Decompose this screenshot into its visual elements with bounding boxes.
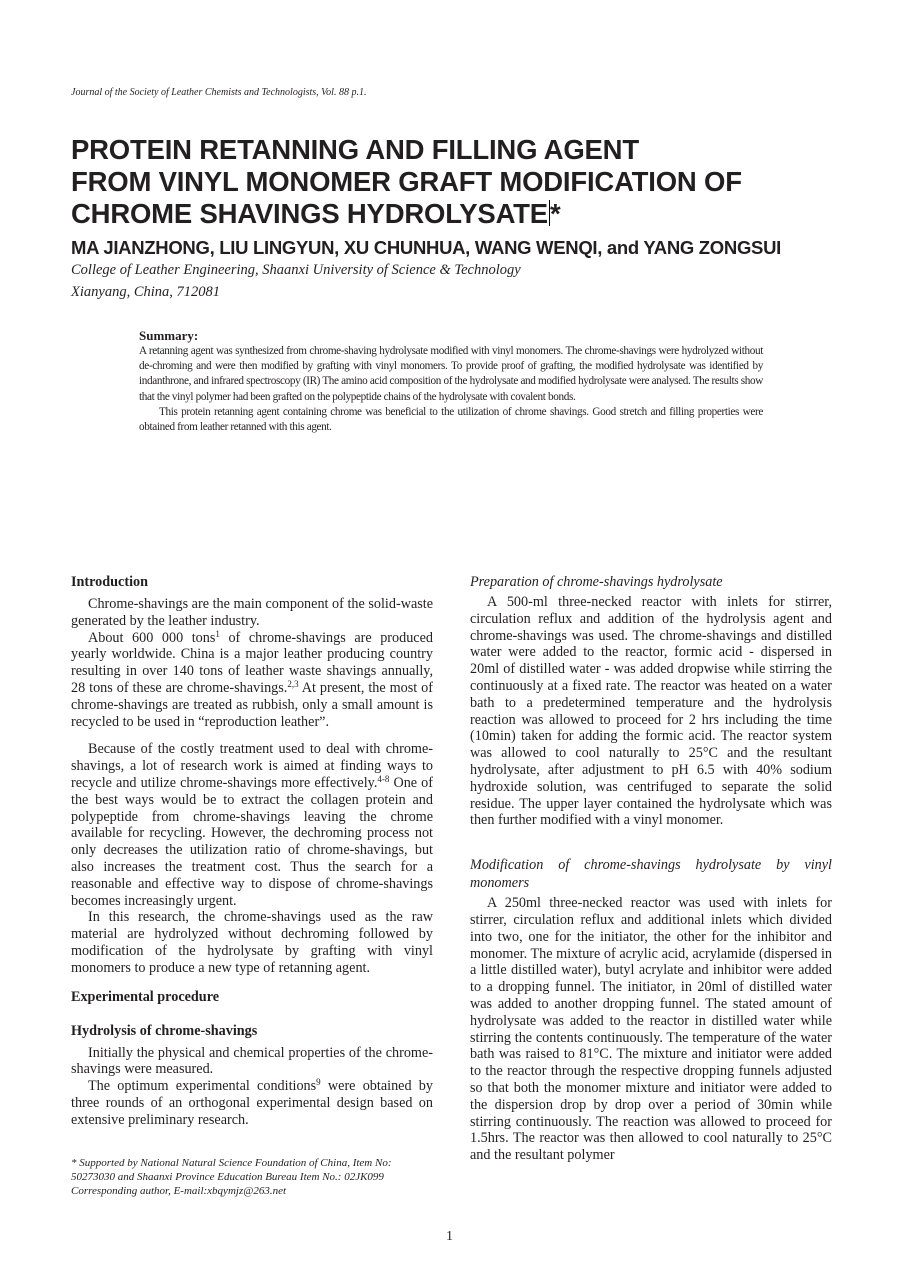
affiliation-line-1: College of Leather Engineering, Shaanxi University of Science & Technology xyxy=(71,262,521,278)
title-asterisk: * xyxy=(549,198,561,229)
intro-paragraph-2 xyxy=(71,630,433,731)
right-column xyxy=(470,573,832,1164)
preparation-heading: Preparation of chrome-shavings hydrolysate xyxy=(470,574,723,590)
footnote-line-1: * Supported by National Natural Science Foundation of China, Item No: xyxy=(71,1157,392,1169)
paper-title xyxy=(71,134,831,230)
summary-heading: Summary: xyxy=(139,328,199,343)
affiliation-line-2: Xianyang, China, 712081 xyxy=(71,284,221,300)
hydrolysis-heading: Hydrolysis of chrome-shavings xyxy=(71,1022,258,1039)
intro-p2-text-b: of chrome-shavings are produced yearly worldwide. China is a major leather producing country resulting in over 140 tons of leather waste shavings annually, 28 tons of these are chrome-shavings. xyxy=(71,629,433,696)
introduction-heading: Introduction xyxy=(71,574,148,590)
citation-ref: 2,3 xyxy=(287,678,299,689)
title-line-3-text: CHROME SHAVINGS HYDROLYSATE xyxy=(71,198,548,229)
title-line-1: PROTEIN RETANNING AND FILLING AGENT xyxy=(71,134,639,165)
footnote xyxy=(71,1156,441,1198)
journal-header: Journal of the Society of Leather Chemists and Technologists, Vol. 88 p.1. xyxy=(71,87,367,98)
footnote-line-2: 50273030 and Shaanxi Province Education Bureau Item No.: 02JK099 xyxy=(71,1171,384,1183)
preparation-paragraph: A 500-ml three-necked reactor with inlets for stirrer, circulation reflux and addition of the hydrolysis agent and chrome-shavings was used. The chrome-shavings and distilled water were added to the reactor, formic acid - dispersed in 20ml of distilled water - was added dropwise while stirring the continuously at a fixed rate. The reactor was heated on a water bath to a predetermined temperature and the hydrolysis reaction was allowed to proceed for 2 hrs including the time (10min) taken for adding the formic acid. The reactor system was allowed to cool naturally to 25°C and the resultant hydrolysate, after adjustment to pH 6.5 with 40% sodium hydroxide solution, was centrifuged to separate the solid residue. The upper layer contained the hydrolysate which was then further modified with a vinyl monomer. xyxy=(470,594,832,829)
author-list: MA JIANZHONG, LIU LINGYUN, XU CHUNHUA, WANG WENQI, and YANG ZONGSUI xyxy=(71,237,781,258)
experimental-heading: Experimental procedure xyxy=(71,988,220,1005)
left-column xyxy=(71,573,433,1129)
footnote-line-3: Corresponding author, E-mail:xbqymjz@263.net xyxy=(71,1185,287,1197)
title-line-3 xyxy=(71,198,831,230)
citation-ref: 1 xyxy=(215,628,220,639)
citation-ref: 9 xyxy=(316,1077,321,1088)
summary-paragraph-1: A retanning agent was synthesized from chrome-shaving hydrolysate modified with vinyl monomers. The chrome-shavings were hydrolyzed without de-chroming and were then modified by grafting with vinyl monomers. To provide proof of grafting, the modified hydrolysate was identified by indanthrone, and infrared spectroscopy (IR) The amino acid composition of the hydrolysate and modified hydrolysate were analysed. The results show that the vinyl polymer had been grafted on the polypeptide chains of the hydrolysate with covalent bonds. xyxy=(139,345,763,403)
intro-p2-text-a: About 600 000 tons xyxy=(88,629,216,646)
summary-block xyxy=(139,328,763,435)
hydrolysis-paragraph-2 xyxy=(71,1078,433,1128)
intro-paragraph-3 xyxy=(71,741,433,909)
hydro-p2-text-b: were obtained by three rounds of an orthogonal experimental design based on extensive preliminary research. xyxy=(71,1078,433,1128)
hydrolysis-paragraph-1: Initially the physical and chemical properties of the chrome-shavings were measured. xyxy=(71,1044,433,1078)
intro-p3-text-a: Because of the costly treatment used to deal with chrome-shavings, a lot of research work is aimed at finding ways to recycle and utilize chrome-shavings more effectively. xyxy=(71,741,433,791)
intro-p2-text-c: At present, the most of chrome-shavings are treated as rubbish, only a small amount is recycled to be used in “reproduction leather”. xyxy=(71,679,433,730)
citation-ref: 4-8 xyxy=(377,773,390,784)
title-line-2: FROM VINYL MONOMER GRAFT MODIFICATION OF xyxy=(71,166,742,197)
intro-p3-text-b: One of the best ways would be to extract the collagen protein and polypeptide from chrome-shavings leaving the chrome available for recycling. However, the dechroming process not only decreases the utilization ratio of chrome-shavings, but also increases the treatment cost. Thus the search for a reasonable and effective way to dispose of chrome-shavings becomes increasingly urgent. xyxy=(71,774,433,909)
modification-paragraph: A 250ml three-necked reactor was used with inlets for stirrer, circulation reflux and additional inlets which divided into two, one for the initiator, the other for the inhibitor and monomer. The mixture of acrylic acid, acrylamide (dispersed in a little distilled water), butyl acrylate and inhibitor were added to a dropping funnel. The initiator, in 20ml of distilled water was added to another dropping funnel. The stated amount of hydrolysate was added to the reactor in distilled water while stirring the contents continuously. The temperature of the water bath was raised to 81°C. The mixture and initiator were added to the reactor through the respective dropping funnels adjusted so that both the monomer mixture and initiator were added to the dispersion drop by drop over a period of 30min while stirring continuously. The reaction was allowed to proceed for 1.5hrs. The reactor was then allowed to cool naturally to 25°C and the resultant polymer xyxy=(470,895,832,1164)
intro-paragraph-4: In this research, the chrome-shavings used as the raw material are hydrolyzed without dechroming followed by modification of the hydrolysate by grafting with vinyl monomers to produce a new type of retanning agent. xyxy=(71,909,433,976)
page-number: 1 xyxy=(446,1229,453,1244)
modification-heading: Modification of chrome-shavings hydrolysate by vinyl monomers xyxy=(470,857,832,892)
hydro-p2-text-a: The optimum experimental conditions xyxy=(88,1078,317,1095)
intro-paragraph-1: Chrome-shavings are the main component of the solid-waste generated by the leather industry. xyxy=(71,596,433,629)
summary-paragraph-2: This protein retanning agent containing chrome was beneficial to the utilization of chrome shavings. Good stretch and filling properties were obtained from leather retanned with this agent. xyxy=(139,405,763,434)
